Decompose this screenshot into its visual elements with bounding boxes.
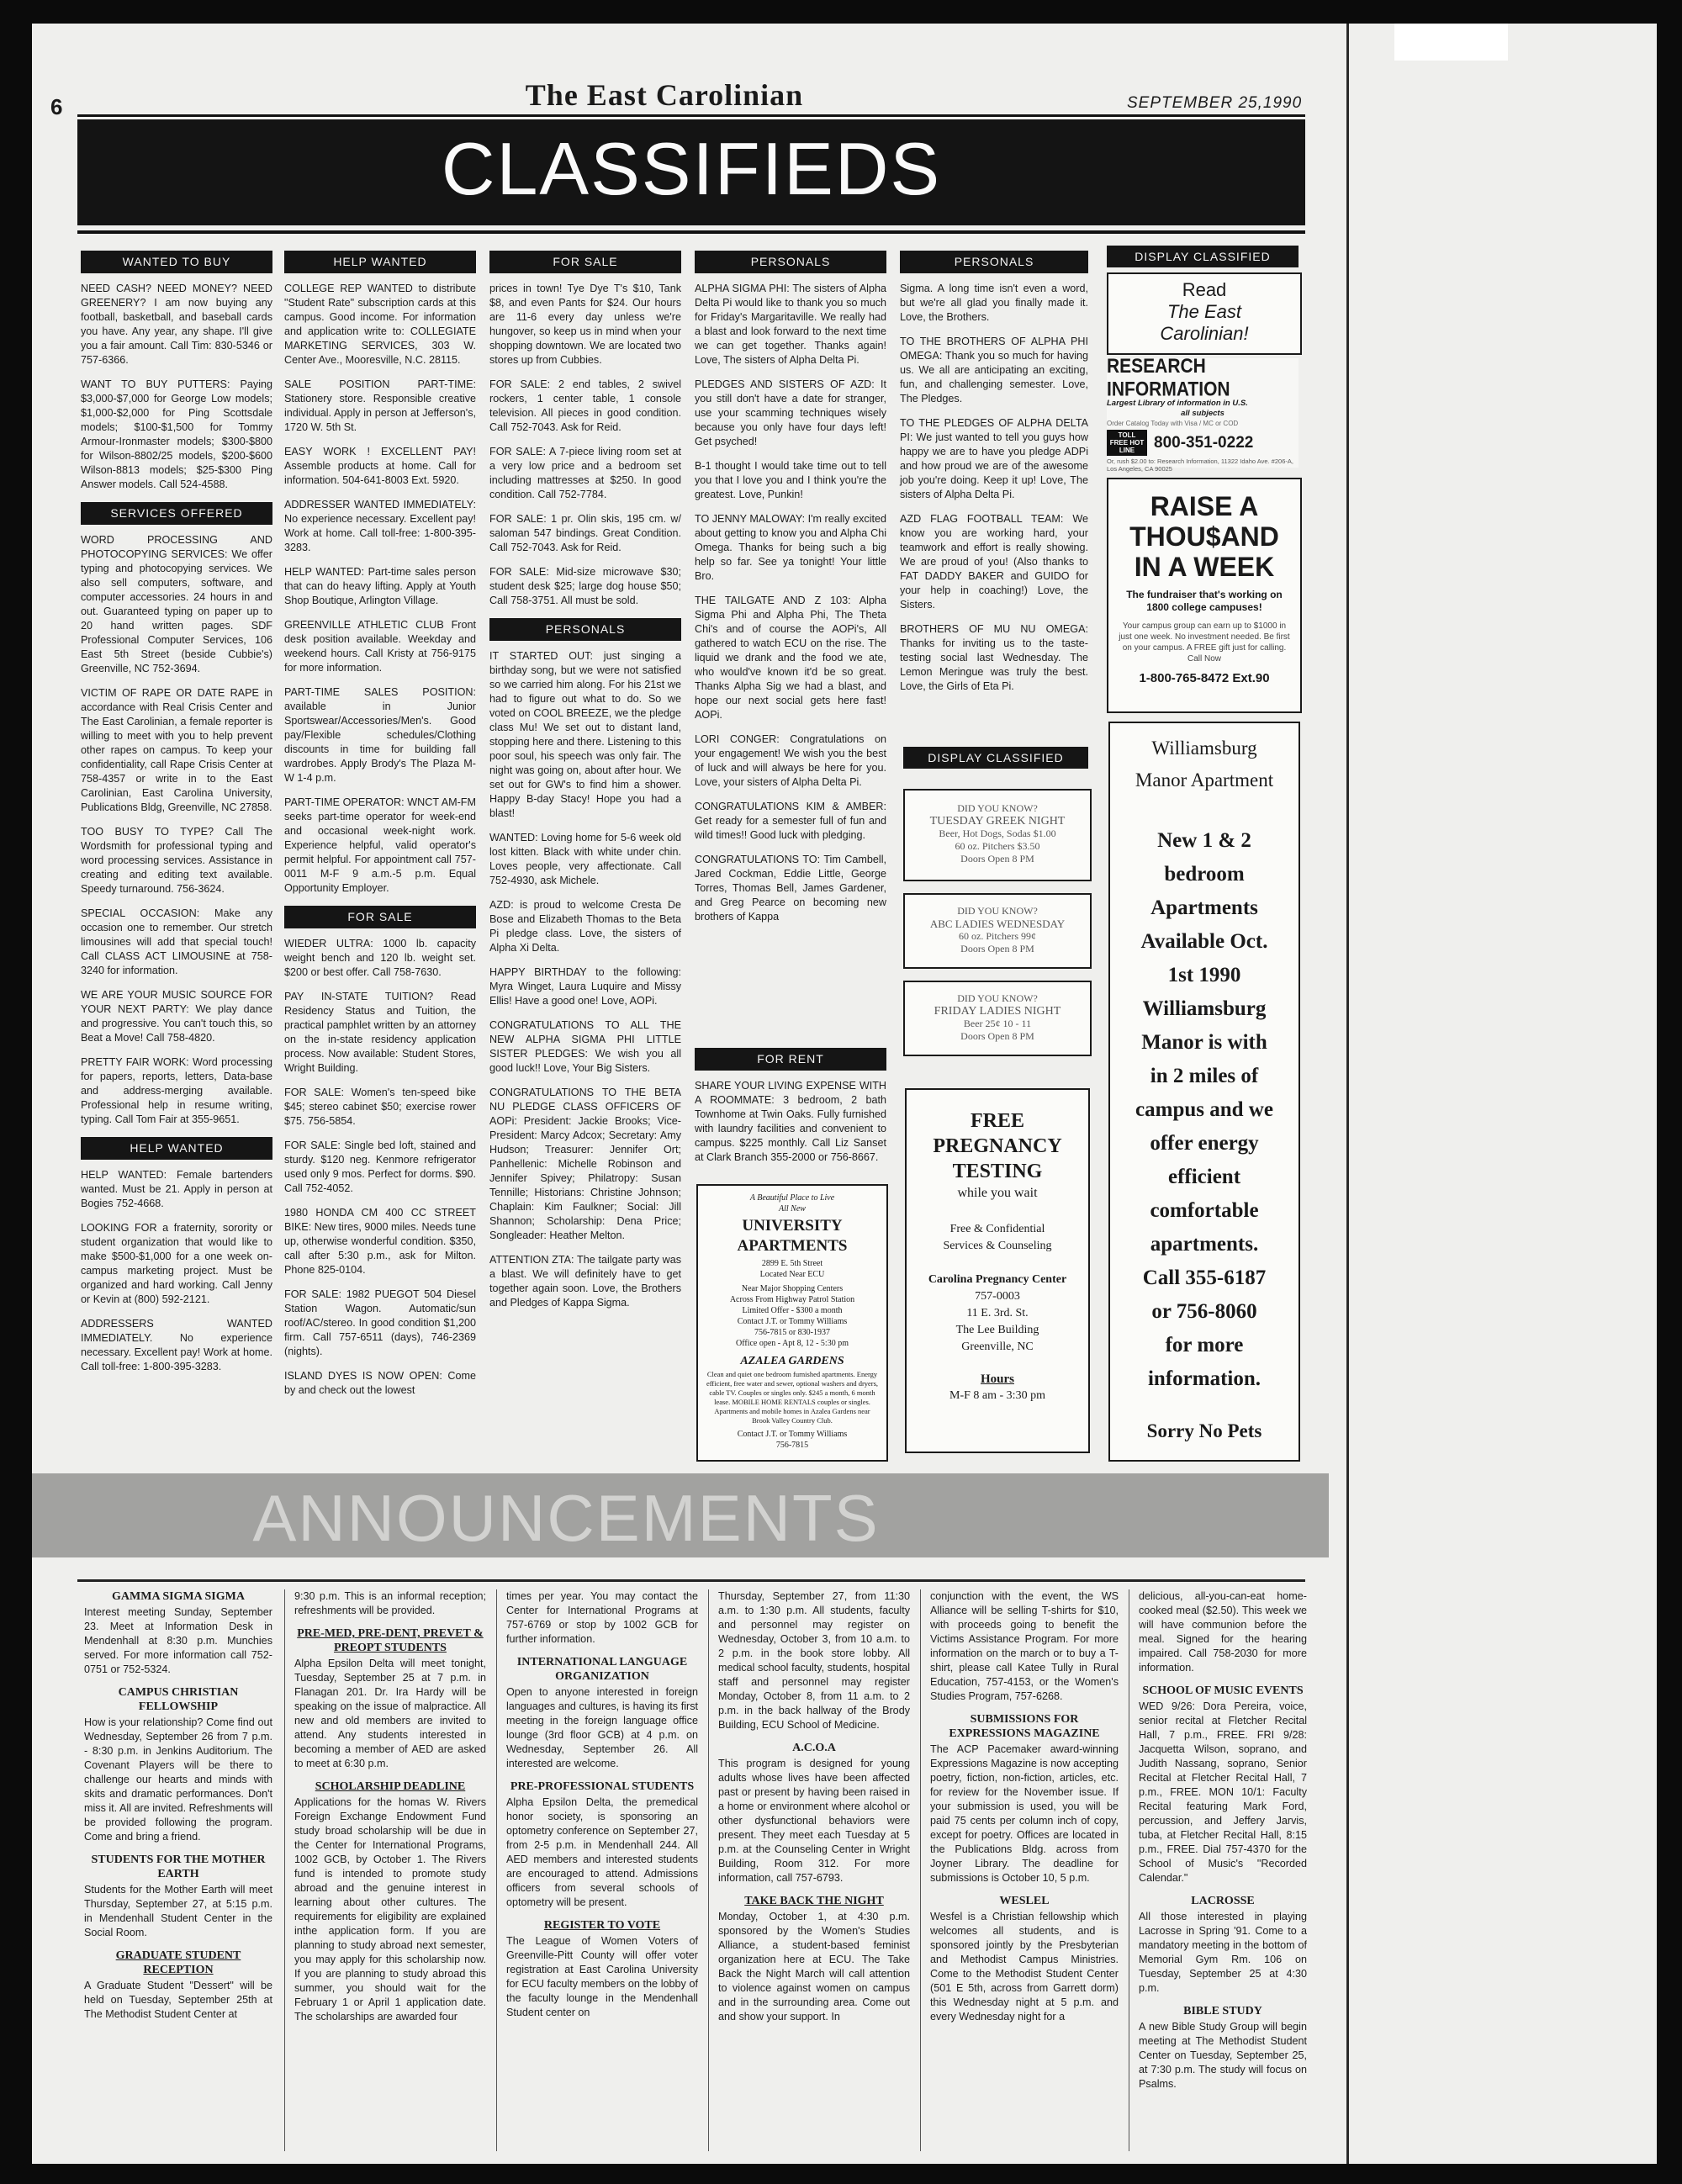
ad-line: campus and we bbox=[1135, 1098, 1273, 1121]
announcements-column-6 bbox=[1139, 1589, 1307, 2100]
announcement-heading: INTERNATIONAL LANGUAGE ORGANIZATION bbox=[516, 1656, 688, 1683]
column-divider bbox=[284, 1589, 285, 2151]
announcement-text: Alpha Epsilon Delta will meet tonight, Tuesday, September 25 at 7 p.m. in Flanagan 201. Dr. Ira Hardy will be speaking on the issue of malpractice. All new and old members are invited to attend. Any students interested in becoming a member of AED are asked to meet at 6:30 p.m. bbox=[294, 1658, 486, 1769]
ad-phone: 757-0003 bbox=[975, 1290, 1020, 1303]
ad-line: Apartments bbox=[1150, 896, 1258, 919]
ad-line: 60 oz. Pitchers 99¢ bbox=[959, 930, 1036, 942]
announcement-text: Wesfel is a Christian fellowship which welcomes all students, and is sponsored jointly by the Presbyterian and Methodist Campus Ministries. Come to the Methodist Student Center (501 E 5th, across from Garrett dorm) this Wednesday night at 5 p.m. and every Wednesday night for a bbox=[930, 1911, 1119, 2023]
ad-line: efficient bbox=[1167, 1166, 1241, 1188]
dateline: SEPTEMBER 25,1990 bbox=[1127, 94, 1303, 112]
heading-services-offered: SERVICES OFFERED bbox=[81, 502, 272, 525]
column-1 bbox=[81, 246, 272, 1384]
ad-line: Contact J.T. or Tommy Williams bbox=[737, 1317, 848, 1326]
ad-line: Office open - Apt 8, 12 - 5:30 pm bbox=[736, 1339, 849, 1348]
ad-text: BROTHERS OF MU NU OMEGA: Thanks for inviting us to the taste-testing social last Wednesday. The Lemon Meringue was truly the best. Love, the Girls of Eta Pi. bbox=[900, 623, 1088, 692]
announcement-heading: SCHOOL OF MUSIC EVENTS bbox=[1142, 1684, 1304, 1697]
ad-line: apartments. bbox=[1150, 1233, 1259, 1256]
ad-hotline bbox=[1107, 430, 1299, 456]
ad-question: DID YOU KNOW? bbox=[957, 992, 1038, 1004]
ad-text: TO THE BROTHERS OF ALPHA PHI OMEGA: Thank you so much for having us. We all are anticipating an exciting, fun, and challenging semester. Love, The Pledges. bbox=[900, 336, 1088, 405]
announcement-heading: PRE-PROFESSIONAL STUDENTS bbox=[510, 1780, 695, 1793]
ad-line: in 2 miles of bbox=[1150, 1065, 1259, 1087]
ad-line: Manor is with bbox=[1141, 1031, 1267, 1054]
column-divider bbox=[920, 1589, 921, 2151]
ad-contact: Contact J.T. or Tommy Williams bbox=[737, 1430, 848, 1439]
announcements-title: ANNOUNCEMENTS bbox=[252, 1481, 880, 1555]
heading-for-rent: FOR RENT bbox=[695, 1048, 886, 1071]
announcement-text: The League of Women Voters of Greenville-Pitt County will offer voter registration at East Carolina University for ECU faculty members on the lobby of the faculty lounge in the Mendenhall Student center on bbox=[506, 1935, 698, 2018]
ad-text: ADDRESSERS WANTED IMMEDIATELY. No experience necessary. Excellent pay! Work at home. Call toll-free: 1-800-395-3283. bbox=[81, 1318, 272, 1372]
ad-desc: Clean and quiet one bedroom furnished apartments. Energy efficient, free water and sewer, optional washers and dryers, cable TV. Couples or singles only. $245 a month, 6 month lease. MOBILE HOME RENTALS couples or singles. Apartments and mobile homes in Azalea Gardens near Brook Valley Country Club. bbox=[706, 1370, 879, 1425]
ad-title: Manor Apartment bbox=[1135, 769, 1274, 791]
heading-personals: PERSONALS bbox=[900, 251, 1088, 273]
announcement-text: Students for the Mother Earth will meet Thursday, September 27, at 5:15 p.m. in Mendenhall Student Center in the Social Room. bbox=[84, 1884, 272, 1938]
heading-wanted-to-buy: WANTED TO BUY bbox=[81, 251, 272, 273]
heading-personals: PERSONALS bbox=[695, 251, 886, 273]
ad-text: SPECIAL OCCASION: Make any occasion one to remember. Our stretch limousines will add that special touch! Call CLASS ACT LIMOUSINE at 758-3240 for information. bbox=[81, 907, 272, 976]
announcements-column-5 bbox=[930, 1589, 1119, 2033]
university-apartments-ad bbox=[696, 1184, 888, 1462]
announcement-text: WED 9/26: Dora Pereira, voice, senior recital at Fletcher Recital Hall, 7 p.m., FREE. FRI 9/28: Jacquetta Wilson, soprano, and Judith Nassang, soprano, Senior Recital at Fletcher Recital Hall, 7 p.m., FREE. MON 10/1: Faculty Recital featuring Mark Ford, percussion, and Jeffery Jarvis, tuba, at Fletcher Recital Hall, 8:15 p.m., FREE. Dial 757-4370 for the School of Music's "Recorded Calendar." bbox=[1139, 1700, 1307, 1884]
column-divider bbox=[496, 1589, 497, 2151]
announcement-heading: GAMMA SIGMA SIGMA bbox=[112, 1590, 245, 1603]
ad-text: Sigma. A long time isn't even a word, but we're all glad you finally made it. Love, the Brothers. bbox=[900, 283, 1088, 323]
ad-service: Services & Counseling bbox=[943, 1240, 1052, 1252]
ad-text: FOR SALE: Single bed loft, stained and sturdy. $120 neg. Kenmore refrigerator used only 9 mos. Perfect for dorms. $90. Call 752-4052. bbox=[284, 1140, 476, 1194]
ad-text: VICTIM OF RAPE OR DATE RAPE in accordance with Real Crisis Center and The East Carolinian, a female reporter is willing to meet with you to help prevent other rapes on campus. To keep your confidentiality, call Rape Crisis Center at 758-4357 or write in to the East Carolinian, East Carolina University, Publications Bldg, Greenville, NC 27858. bbox=[81, 687, 272, 813]
announcement-heading: REGISTER TO VOTE bbox=[543, 1919, 661, 1932]
ad-text: FOR SALE: 1 pr. Olin skis, 195 cm. w/ saloman 547 bindings. Great Condition. Call 752-7043. Ask for Reid. bbox=[489, 513, 681, 553]
ad-tagline: A Beautiful Place to Live bbox=[749, 1193, 835, 1203]
ad-line: 1st 1990 bbox=[1167, 964, 1241, 986]
margin-rule bbox=[1346, 24, 1349, 2164]
raise-a-thousand-ad bbox=[1107, 478, 1302, 713]
ad-line: New 1 & 2 bbox=[1157, 829, 1251, 852]
ad-text: FOR SALE: 1982 PUEGOT 504 Diesel Station Wagon. Automatic/sun roof/AC/stereo. In good condition $1,200 firm. Call 757-6511 (days), 746-2369 (nights). bbox=[284, 1288, 476, 1357]
ad-text: TO THE PLEDGES OF ALPHA DELTA PI: We just wanted to tell you guys how happy we are to have you pledge ADPi and how proud we are of the awesome job you're doing. Keep it up! Love, The sisters of Alpha Delta Pi. bbox=[900, 417, 1088, 500]
ad-text: AZD: is proud to welcome Cresta De Bose and Elizabeth Thomas to the Beta Pi pledge class. Love, the sisters of Alpha Xi Delta. bbox=[489, 899, 681, 954]
ad-line: ABC LADIES WEDNESDAY bbox=[929, 917, 1066, 930]
ad-service: Free & Confidential bbox=[949, 1223, 1045, 1235]
ad-line: offer energy bbox=[1150, 1132, 1259, 1155]
announcements-column-4 bbox=[718, 1589, 910, 2033]
heading-for-sale: FOR SALE bbox=[284, 906, 476, 928]
ad-text: HELP WANTED: Female bartenders wanted. Must be 21. Apply in person at Bogies 752-4668. bbox=[81, 1169, 272, 1209]
ad-line: Beer 25¢ 10 - 11 bbox=[963, 1018, 1032, 1029]
ad-text: CONGRATULATIONS KIM & AMBER: Get ready for a semester full of fun and wild times!! Good luck with pledging. bbox=[695, 801, 886, 841]
announcement-text: A new Bible Study Group will begin meeting at The Methodist Student Center on Tuesday, September 25, at 7:30 p.m. The study will focus on Psalms. bbox=[1139, 2021, 1307, 2090]
ad-line: Doors Open 8 PM bbox=[960, 1030, 1034, 1042]
ad-text: WANT TO BUY PUTTERS: Paying $3,000-$7,000 for George Low models; $1,000-$2,000 for Ping Scottsdale models; $100-$1,500 for Tommy Armour-Ironmaster models; $300-$800 for Wilson-8802/25 models, $200-$600 Wilson-8813 models; $25-$300 Ping Answer models. Call 524-4588. bbox=[81, 378, 272, 490]
column-4-rent bbox=[695, 1043, 886, 1175]
announcement-heading: CAMPUS CHRISTIAN FELLOWSHIP bbox=[118, 1686, 239, 1713]
ad-text: THE TAILGATE AND Z 103: Alpha Sigma Phi and Alpha Phi, The Theta Chi's and of course the AOPi's, All gathered to watch ECU on the rise. The liquid we drank and the food we ate, who would've known it'd be so great. Thanks Alpha Sig we had a blast, and hope our next social gets here fast! AOPi. bbox=[695, 595, 886, 721]
ad-text: LORI CONGER: Congratulations on your engagement! We wish you the best of luck and will always be here for you. Love, your sisters of Alpha Delta Pi. bbox=[695, 733, 886, 788]
ad-phone: 800-351-0222 bbox=[1154, 433, 1254, 452]
ad-text: FOR SALE: Women's ten-speed bike $45; stereo cabinet $50; exercise rower $75. 756-5854. bbox=[284, 1087, 476, 1127]
ad-question: DID YOU KNOW? bbox=[957, 905, 1038, 917]
heading-display-classified: DISPLAY CLASSIFIED bbox=[903, 747, 1088, 769]
announcement-text: This program is designed for young adults whose lives have been affected past or present by having been raised in a home or environment where alcohol or other dysfunctional behaviors were present. They meet each Tuesday at 5 p.m. at the Counseling Center in Wright Building, Room 312. For more information, call 757-6793. bbox=[718, 1758, 910, 1884]
section-title: CLASSIFIEDS bbox=[441, 127, 942, 210]
ad-text: WORD PROCESSING AND PHOTOCOPYING SERVICES: We offer typing and photocopying services. We also sell computers, software, and computer accessories. 24 hours in and out. Guaranteed typing on paper up to 20 hand written pages. SDF Professional Computer Services, 106 East 5th Street (beside Cubbie's) Greenville, NC 752-3694. bbox=[81, 534, 272, 674]
ad-text: CONGRATULATIONS TO THE BETA NU PLEDGE CLASS OFFICERS OF AOPi: President: Jackie Brooks; Vice-President: Marcy Adcox; Secretary: Amy Hudson; Treasurer: Jennifer Ort; Panhellenic: Michelle Robinson and Jennifer Spivey; Philatropy: Susan Tennille; Historians: Christine Johnson; Chaplain: Kim Faulkner; Social: Jill Shannon; Scholarship: Dena Price; Songleader: Heather Melton. bbox=[489, 1087, 681, 1241]
announcement-text: Applications for the homas W. Rivers Foreign Exchange Endowment Fund study broad scholarship will be due in the Center for International Programs, 1002 GCB, by October 1. The Rivers fund is intended to promote study abroad and the genuine interest in learning about other cultures. The requirements for eligibility are explained inthe application form. If you are planning to study abroad next semester, you may apply for this scholarship now. If you are planning to study abroad this summer, you should wait for the February 1 or April 1 application date. The scholarships are awarded four bbox=[294, 1796, 486, 2023]
ad-text: NEED CASH? NEED MONEY? NEED GREENERY? I am now buying any football, basketball, and baseball cards you have. Any year, any shape. I'll give you a fair amount. Call Tim: 830-5346 or 757-6366. bbox=[81, 283, 272, 366]
ad-line: Williamsburg bbox=[1142, 997, 1267, 1020]
announcement-text: Alpha Epsilon Delta, the premedical honor society, is sponsoring an optometry conference on September 27, from 2-5 p.m. in Mendenhall 244. All AED members and interested students are encouraged to attend. Admissions officers from several schools of optometry will be present. bbox=[506, 1796, 698, 1908]
announcement-text: A Graduate Student "Dessert" will be held on Tuesday, September 25th at The Methodist Student Center at bbox=[84, 1980, 272, 2020]
ad-line: Across From Highway Patrol Station bbox=[729, 1295, 855, 1304]
announcement-heading: PRE-MED, PRE-DENT, PREVET & PREOPT STUDENTS bbox=[297, 1627, 484, 1654]
heading-personals: PERSONALS bbox=[489, 618, 681, 641]
ad-foot: Or, rush $2.00 to: Research Information, 11322 Idaho Ave. #206-A, Los Angeles, CA 90025 bbox=[1107, 457, 1293, 473]
ad-text: ALPHA SIGMA PHI: The sisters of Alpha Delta Pi would like to thank you so much for Friday's Margaritaville. We really had a blast and look forward to the next time we can get together. Thanks again! Love, The sisters of Alpha Delta Pi. bbox=[695, 283, 886, 366]
heading-help-wanted: HELP WANTED bbox=[284, 251, 476, 273]
margin-blot bbox=[1394, 24, 1508, 61]
announcement-text: The ACP Pacemaker award-winning Expressions Magazine is now accepting poetry, fiction, non-fiction, articles, etc. for review for the November issue. If your submission is used, you will be paid 75 cents per column inch of copy, except for poetry. Offices are located in the Publications Bldg. across from Joyner Library. The deadline for submissions is October 10, 5 p.m. bbox=[930, 1743, 1119, 1884]
ad-sub: while you wait bbox=[957, 1186, 1038, 1200]
ad-line: information. bbox=[1147, 1367, 1262, 1390]
ad-text: B-1 thought I would take time out to tell you that I love you and I think you're the greatest. Love, Punkin! bbox=[695, 460, 886, 500]
williamsburg-manor-ad bbox=[1108, 722, 1300, 1462]
announcement-heading: LACROSSE bbox=[1191, 1895, 1255, 1907]
ad-text: ATTENTION ZTA: The tailgate party was a blast. We will definitely have to get together again soon. Love, the Brothers and Pledges of Kappa Sigma. bbox=[489, 1254, 681, 1309]
announcement-text: Open to anyone interested in foreign languages and cultures, is having its first meeting in the foreign language office lounge (3rd floor GCB) at 4 p.m. on Wednesday, September 26. All interested are welcome. bbox=[506, 1686, 698, 1769]
ad-text: TOO BUSY TO TYPE? Call The Wordsmith for professional typing and word processing services. Assistance in creating and editing text available. Speedy turnaround. 756-3624. bbox=[81, 826, 272, 895]
ad-title: PREGNANCY bbox=[933, 1135, 1062, 1157]
ad-text: IT STARTED OUT: just singing a birthday song, but we were not satisfied so we carried him along. For his 21st we had to figure out what to do. So we voted on COOL BREEZE, we the pledge class Mu! We set out to distant land, stopping here and there. Listening to this poor soul, his speech was only fair. The night was going on, about after hour. We set out for GW's to find him a shower. Happy B-day Stacy! Hope you had a blast! bbox=[489, 650, 681, 819]
ad-address: 2899 E. 5th Street bbox=[761, 1259, 823, 1268]
ad-phone: 756-7815 bbox=[775, 1441, 809, 1450]
research-information-ad bbox=[1107, 355, 1299, 473]
banner-rule bbox=[77, 230, 1305, 234]
announcement-heading: SUBMISSIONS FOR EXPRESSIONS MAGAZINE bbox=[949, 1713, 1100, 1740]
announcement-text: How is your relationship? Come find out Wednesday, September 26 from 7 p.m. - 8:30 p.m. in Jenkins Auditorium. The Covenant Players will be there to challenge our hearts and minds with skits and dramatic performances. Don't miss it. All are invited. Refreshments will be provided following the program. Come and bring a friend. bbox=[84, 1716, 272, 1843]
announcement-heading: TAKE BACK THE NIGHT bbox=[744, 1895, 884, 1907]
did-you-know-ad-3 bbox=[903, 981, 1092, 1056]
ad-text: PART-TIME OPERATOR: WNCT AM-FM seeks part-time operator for week-end and occasional week-night work. Experience helpful, valid operator's permit helpful. For appointment call 757-0011 M-F 9 a.m.-5 p.m. Equal Opportunity Employer. bbox=[284, 796, 476, 894]
announcement-text: Monday, October 1, at 4:30 p.m. sponsored by the Women's Studies Alliance, a student-based feminist organization here at ECU. The Take Back the Night March will call attention to violence against women on campus and in the surrounding area. Come out and show your support. In bbox=[718, 1911, 910, 2023]
ad-phone: 1-800-765-8472 Ext.90 bbox=[1139, 671, 1270, 685]
announcement-text: times per year. You may contact the Center for International Programs at 757-6769 or stop by 1002 GCB for further information. bbox=[506, 1590, 698, 1645]
column-2 bbox=[284, 246, 476, 1408]
ad-text: prices in town! Tye Dye T's $10, Tank $8, and even Pants for $24. Our hours are 11-6 every day unless we're hungover, so keep us in mind when your shopping downtown. We are located two stores up from Cubbies. bbox=[489, 283, 681, 366]
ad-line: or 756-8060 bbox=[1151, 1300, 1257, 1323]
heading-for-sale: FOR SALE bbox=[489, 251, 681, 273]
ad-text: COLLEGE REP WANTED to distribute "Student Rate" subscription cards at this campus. Good income. For information and application write to: COLLEGIATE MARKETING SERVICES, 303 W. Center Ave., Mooresville, N.C. 28115. bbox=[284, 283, 476, 366]
announcement-heading: STUDENTS FOR THE MOTHER EARTH bbox=[91, 1853, 266, 1880]
announcement-text: Interest meeting Sunday, September 23. Meet at Information Desk in Mendenhall at 8:30 p.m. Munchies served. For more information call 752-0751 or 752-5324. bbox=[84, 1606, 272, 1675]
ad-azalea: AZALEA GARDENS bbox=[740, 1355, 844, 1367]
ad-text: FOR SALE: A 7-piece living room set at a very low price and a bedroom set including mattresses at $250. In good condition. Call 752-7784. bbox=[489, 446, 681, 500]
announcements-column-1 bbox=[84, 1589, 272, 2030]
ad-text: WANTED: Loving home for 5-6 week old lost kitten. Black with white under chin. Loves people, very affectionate. Call 752-4930, ask Michele. bbox=[489, 832, 681, 886]
read-the-east-carolinian-ad bbox=[1107, 272, 1302, 355]
announcement-text: All those interested in playing Lacrosse in Spring '91. Come to a mandatory meeting in the bottom of Memorial Gym Rm. 106 on Tuesday, September 25 at 4:30 p.m. bbox=[1139, 1911, 1307, 1994]
announcements-column-3 bbox=[506, 1589, 698, 2028]
announcements-rule bbox=[77, 1579, 1305, 1582]
ad-line: 756-7815 or 830-1937 bbox=[754, 1328, 830, 1337]
ad-text: FOR SALE: Mid-size microwave $30; student desk $25; large dog house $50; Call 758-3751. All must be sold. bbox=[489, 566, 681, 606]
ad-address: Located Near ECU bbox=[759, 1270, 825, 1279]
ad-sub: all subjects bbox=[1181, 409, 1224, 418]
ad-text: GREENVILLE ATHLETIC CLUB Front desk position available. Weekday and weekend hours. Call Kristy at 756-9175 for more information. bbox=[284, 619, 476, 674]
ad-line: Read bbox=[1182, 279, 1227, 300]
ad-text: EASY WORK ! EXCELLENT PAY! Assemble products at home. Call for information. 504-641-8003 Ext. 5920. bbox=[284, 446, 476, 486]
ad-question: DID YOU KNOW? bbox=[957, 802, 1038, 814]
ad-hours: M-F 8 am - 3:30 pm bbox=[949, 1389, 1045, 1402]
heading-display-classified: DISPLAY CLASSIFIED bbox=[1107, 246, 1299, 267]
ad-title: RAISE A bbox=[1150, 491, 1259, 521]
ad-line: bedroom bbox=[1164, 863, 1245, 886]
announcement-heading: BIBLE STUDY bbox=[1183, 2005, 1262, 2017]
ad-title: TESTING bbox=[952, 1161, 1043, 1182]
ad-city: Greenville, NC bbox=[961, 1341, 1034, 1353]
ad-line: Available Oct. bbox=[1140, 930, 1268, 953]
ad-text: FOR SALE: 2 end tables, 2 swivel rockers, 1 center table, 1 console television. All pieces in good condition. Call 752-7043. Ask for Reid. bbox=[489, 378, 681, 433]
ad-text: HAPPY BIRTHDAY to the following: Myra Winget, Laura Luquire and Missy Ellis! Have a good one! Love, AOPi. bbox=[489, 966, 681, 1007]
ad-text: PART-TIME SALES POSITION: available in Junior Sportswear/Accessories/Men's. Good pay/Flexible schedules/Clothing discounts in time for building fall wardrobes. Apply Brody's The Plaza M-W 1-4 p.m. bbox=[284, 686, 476, 784]
ad-line: Limited Offer - $300 a month bbox=[742, 1306, 843, 1315]
ad-line: Near Major Shopping Centers bbox=[741, 1284, 844, 1293]
facing-page-margin bbox=[1329, 24, 1657, 2164]
column-divider bbox=[708, 1589, 709, 2151]
column-4 bbox=[695, 246, 886, 934]
ad-sub: Largest Library of information in U.S. bbox=[1107, 399, 1248, 408]
ad-tollfree: TOLL FREE HOT LINE bbox=[1107, 430, 1147, 456]
announcement-heading: WESLEL bbox=[999, 1895, 1050, 1907]
ad-text: PAY IN-STATE TUITION? Read Residency Status and Tuition, the practical pamphlet written by an attorney on the in-state residency application process. Now available: Student Stores, Wright Building. bbox=[284, 991, 476, 1074]
ad-line: Beer, Hot Dogs, Sodas $1.00 bbox=[939, 828, 1056, 839]
ad-order: Order Catalog Today with Visa / MC or COD bbox=[1107, 420, 1239, 427]
announcement-heading: GRADUATE STUDENT RECEPTION bbox=[115, 1949, 241, 1976]
ad-text: PRETTY FAIR WORK: Word processing for papers, reports, letters, Data-base and address-merging available. Professional help in resume writing, typing. Call Tom Fair at 355-9651. bbox=[81, 1056, 272, 1125]
ad-line: 60 oz. Pitchers $3.50 bbox=[955, 840, 1040, 852]
ad-title: RESEARCH INFORMATION bbox=[1107, 355, 1230, 401]
masthead: The East Carolinian bbox=[525, 78, 804, 112]
announcement-text: Thursday, September 27, from 11:30 a.m. to 1:30 p.m. All students, faculty and personnel may register on Wednesday, October 3, from 10 a.m. to 2 p.m. in the book store lobby. All medical school faculty, students, hospital staff and personnel may register Monday, October 8, from 11 a.m. to 2 p.m. in the back hallway of the Brody Building, ECU School of Medicine. bbox=[718, 1590, 910, 1731]
ad-text: CONGRATULATIONS TO: Tim Cambell, Jared Cockman, Eddie Little, George Torres, Thomas Bell, James Gardener, and Greg Pearce on becoming new brothers of Kappa bbox=[695, 854, 886, 923]
ad-text: SALE POSITION PART-TIME: Stationery store. Responsible creative individual. Apply in person at Jefferson's, 1720 W. 5th St. bbox=[284, 378, 476, 433]
heading-help-wanted: HELP WANTED bbox=[81, 1137, 272, 1160]
ad-line: The East bbox=[1166, 301, 1242, 322]
ad-text: SHARE YOUR LIVING EXPENSE WITH A ROOMMATE: 3 bedroom, 2 bath Townhome at Twin Oaks. Fully furnished with laundry facilities and convenient to campus. $225 monthly. Call Liz Sanset at Clark Branch 355-2000 or 756-8667. bbox=[695, 1080, 886, 1163]
ad-sub: The fundraiser that's working on 1800 college campuses! bbox=[1126, 589, 1283, 613]
ad-org: Carolina Pregnancy Center bbox=[928, 1273, 1067, 1286]
ad-line: Call 355-6187 bbox=[1142, 1267, 1267, 1289]
announcement-text: 9:30 p.m. This is an informal reception; refreshments will be provided. bbox=[294, 1590, 486, 1616]
ad-line: for more bbox=[1165, 1334, 1244, 1356]
ad-line: Doors Open 8 PM bbox=[960, 853, 1034, 865]
ad-line: TUESDAY GREEK NIGHT bbox=[929, 815, 1066, 828]
ad-name: UNIVERSITY APARTMENTS bbox=[737, 1217, 848, 1255]
ad-address: 11 E. 3rd. St. bbox=[966, 1307, 1029, 1319]
column-5 bbox=[900, 246, 1088, 704]
did-you-know-ad-2 bbox=[903, 893, 1092, 969]
ad-line: Doors Open 8 PM bbox=[960, 943, 1034, 955]
announcements-column-2 bbox=[294, 1589, 486, 2033]
ad-line: Sorry No Pets bbox=[1146, 1420, 1262, 1441]
ad-title: THOU$AND bbox=[1129, 521, 1279, 552]
ad-text: 1980 HONDA CM 400 CC STREET BIKE: New tires, 9000 miles. Needs tune up, otherwise wonderful condition. $350, call after 5:30 p.m., ask for Milton. Phone 825-0104. bbox=[284, 1207, 476, 1276]
ad-text: PLEDGES AND SISTERS OF AZD: It you still don't have a date for stranger, use your scamming techniques wisely because you only have four days left! Get psyched! bbox=[695, 378, 886, 447]
ad-text: WE ARE YOUR MUSIC SOURCE FOR YOUR NEXT PARTY: We play dance and progressive. You can't touch this, so Beat a Move! Call 758-4820. bbox=[81, 989, 272, 1044]
ad-text: AZD FLAG FOOTBALL TEAM: We know you are working hard, your teamwork and effort is really showing. We are proud of you! (Also thanks to FAT DADDY BAKER and GUIDO for your help in coaching!) Love, the Sisters. bbox=[900, 513, 1088, 611]
ad-sub: All New bbox=[779, 1204, 806, 1214]
ad-text: WIEDER ULTRA: 1000 lb. capacity weight bench and 120 lb. weight set. $200 or best offer. Call 758-7630. bbox=[284, 938, 476, 978]
ad-hours-label: Hours bbox=[980, 1372, 1014, 1386]
ad-text: HELP WANTED: Part-time sales person that can do heavy lifting. Apply at Youth Shop Boutique, Arlington Village. bbox=[284, 566, 476, 606]
ad-text: CONGRATULATIONS TO ALL THE NEW ALPHA SIGMA PHI LITTLE SISTER PLEDGES: We wish you all good luck!! Love, Your Big Sisters. bbox=[489, 1019, 681, 1074]
pregnancy-testing-ad bbox=[905, 1088, 1090, 1453]
ad-title: IN A WEEK bbox=[1134, 552, 1275, 582]
announcement-text: delicious, all-you-can-eat home-cooked meal ($2.50). This week we will have communion before the meal. Signed for the hearing impaired. Call 758-2030 for more information. bbox=[1139, 1590, 1307, 1674]
announcement-heading: A.C.O.A bbox=[792, 1742, 836, 1754]
announcement-heading: SCHOLARSHIP DEADLINE bbox=[315, 1780, 466, 1793]
ad-title: FREE bbox=[970, 1110, 1024, 1132]
ad-body: Your campus group can earn up to $1000 in just one week. No investment needed. Be first on your campus. A FREE gift just for calling. Call Now bbox=[1119, 621, 1290, 664]
ad-text: LOOKING FOR a fraternity, sorority or student organization that would like to make $500-$1,000 for a one week on-campus marketing project. Must be organized and hard working. Call Jenny or Kevin at (800) 592-2121. bbox=[81, 1222, 272, 1305]
ad-address: The Lee Building bbox=[955, 1324, 1039, 1336]
ad-line: FRIDAY LADIES NIGHT bbox=[934, 1005, 1061, 1018]
page-number: 6 bbox=[50, 94, 63, 119]
header-rule bbox=[77, 114, 1305, 117]
ad-line: Carolinian! bbox=[1160, 323, 1249, 344]
announcement-text: conjunction with the event, the WS Alliance will be selling T-shirts for $10, with proceeds going to benefit the Victims Assistance Program. For more information on the march or to buy a T-shirt, please call Katee Tully in Rural Education, 757-4153, or the Women's Studies Program, 757-6268. bbox=[930, 1590, 1119, 1702]
did-you-know-ad-1 bbox=[903, 789, 1092, 881]
ad-text: ADDRESSER WANTED IMMEDIATELY: No experience necessary. Excellent pay! Work at home. Call toll-free: 1-800-395-3283. bbox=[284, 499, 476, 553]
ad-text: ISLAND DYES IS NOW OPEN: Come by and check out the lowest bbox=[284, 1370, 476, 1396]
ad-text: TO JENNY MALOWAY: I'm really excited about getting to know you and Alpha Chi Omega. Thanks for being such a big help so far. See ya tonight! Your little Bro. bbox=[695, 513, 886, 582]
column-3 bbox=[489, 246, 681, 1320]
ad-line: comfortable bbox=[1150, 1199, 1259, 1222]
ad-title: Williamsburg bbox=[1151, 738, 1257, 759]
